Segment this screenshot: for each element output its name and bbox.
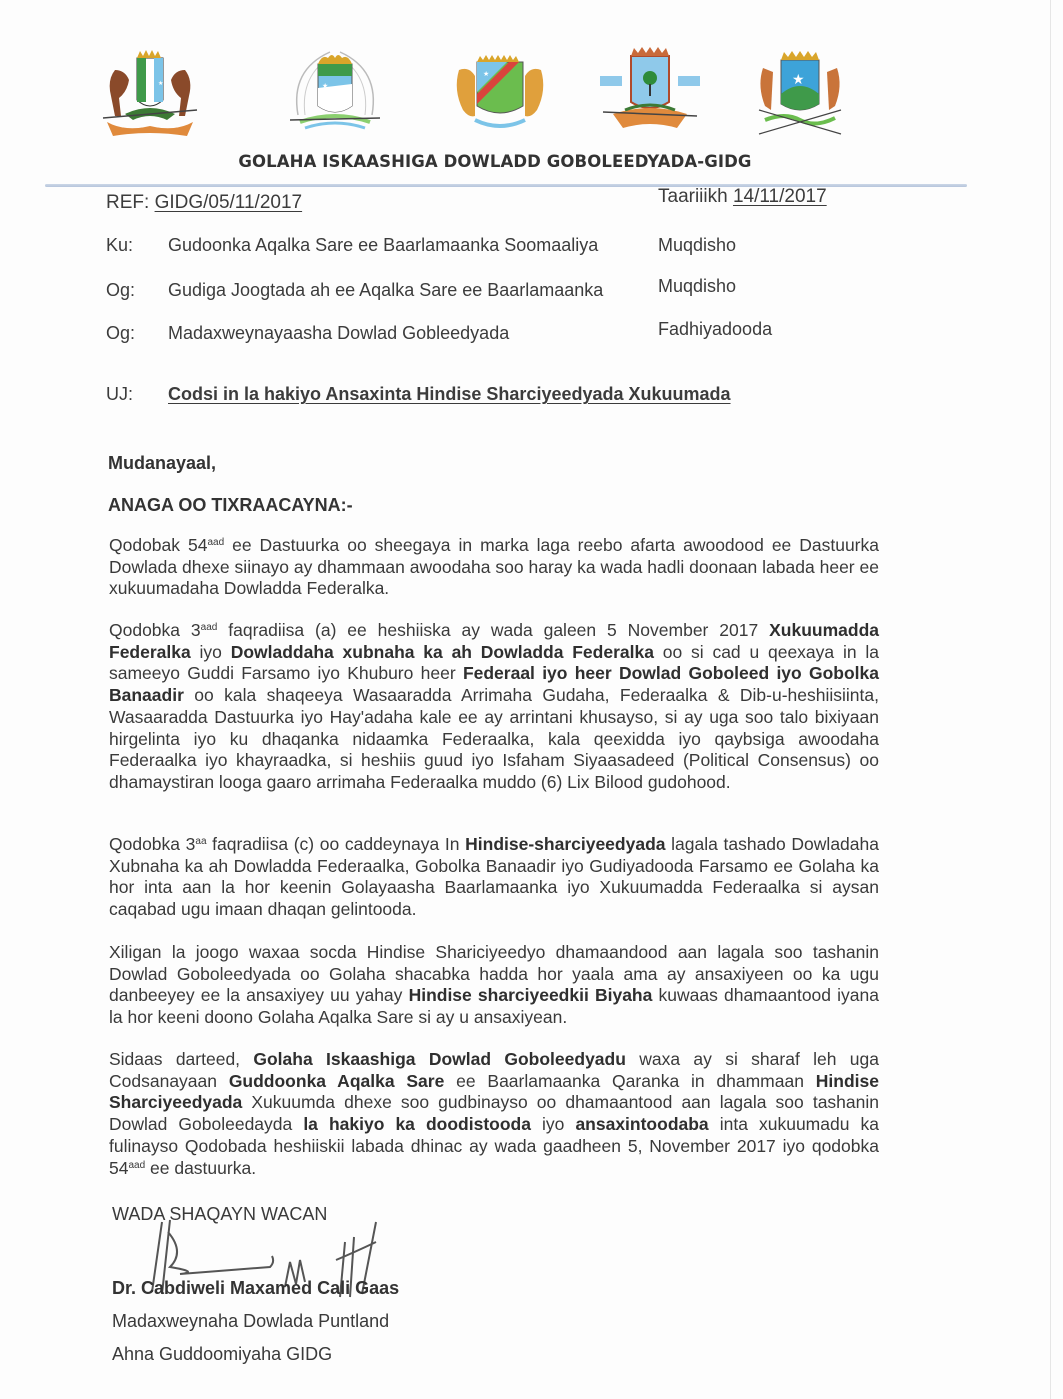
reference-label: REF: xyxy=(106,192,155,213)
letter-date xyxy=(658,186,827,208)
signatory-name: Dr. Cabdiweli Maxamed Cali Gaas xyxy=(112,1278,400,1298)
paragraph-text: Xiligan la joogo waxaa socda Hindise Shariciyeedyo dhamaandood aan lagala soo tashanin Dowlad Goboleedyada oo Golaha shacabka hadda hor yaala ama ay ansaxiyeen oo ka ugu danbeeyey ee la ansaxiyey uu yahay xyxy=(109,942,879,1006)
body-paragraph xyxy=(109,535,879,600)
paragraph-text: iyo xyxy=(190,641,231,662)
paragraph-text: Qodobka 3 xyxy=(109,834,196,854)
ordinal-superscript: aa xyxy=(195,836,207,847)
recipient-location: Muqdisho xyxy=(658,276,737,296)
paragraph-text: oo kala shaqeeya Wasaaradda Arrimaha Gudaha, Federaalka & Dib-u-heshiisiinta, Wasaaradda Dastuurka iyo Hay'adaha kale ee ay arrintani khusayso, si ay uga soo talo bixiyaan hirgelinta iyo ku dhaqanka nidaamka Federaalka, kala qeexidda iyo qaybsiga awoodaha Federaalka iyo khayraadka, si heshiis guud iyo Isfaham Siyaasadeed (Political Consensus) oo dhamaystiran looga gaaro arrimaha Federaalka muddo (6) Lix Bilood gudohood. xyxy=(109,685,879,792)
emphasized-text: Hindise-sharciyeedyada xyxy=(465,834,666,854)
organization-title: GOLAHA ISKAASHIGA DOWLADD GOBOLEEDYADA-GIDG xyxy=(238,152,752,171)
paragraph-text: Qodobka 3 xyxy=(109,620,201,640)
letterhead-emblems xyxy=(95,40,875,140)
emphasized-text: Xukuumadda Federalka xyxy=(109,620,879,662)
date-value: 14/11/2017 xyxy=(732,186,827,207)
paragraph-text: Qodobak 54 xyxy=(109,535,208,555)
paragraph-text: Sidaas darteed, xyxy=(109,1049,254,1069)
paragraph-text: ee Baarlamaanka Qaranka in dhammaan xyxy=(444,1070,816,1091)
hirshabelle-emblem-icon xyxy=(745,40,855,140)
paragraph-text: waxa ay si sharaf leh uga Codsanayaan xyxy=(109,1049,880,1091)
reference-number xyxy=(106,192,302,214)
ordinal-superscript: aad xyxy=(200,622,218,633)
recipient-name: Gudoonka Aqalka Sare ee Baarlamaanka Soomaaliya xyxy=(168,235,599,255)
emphasized-text: Dowladdaha xubnaha ka ah Dowladda Federalka xyxy=(230,641,654,662)
paragraph-text: faqradiisa (c) oo caddeynaya In xyxy=(206,834,466,854)
body-paragraph xyxy=(109,1049,879,1179)
closing-line: WADA SHAQAYN WACAN xyxy=(112,1204,328,1224)
paragraph-text: faqradiisa (a) ee heshiiska ay wada galeen 5 November 2017 xyxy=(217,620,770,640)
paragraph-text: lagala tashado Dowladaha Xubnaha ka ah Dowladda Federaalka, Gobolka Banaadir iyo Gudiyadooda Farsamo ee Golaha ka hor inta aan la hor keenin Golayaasha Baarlamaanka iyo Xukuumadda Federaalka si aysan caqabad ugu imaan dhaqan gelintooda. xyxy=(109,834,879,920)
recipient-label: Og: xyxy=(106,323,136,343)
paragraph-text: ee Dastuurka oo sheegaya in marka laga reebo afarta awoodood ee Dastuurka Dowlada dhexe siinayo ay dhammaan awoodaha soo haray ka wada hadli doonaan labada heer ee xukuumadaha Dowladda Federalka. xyxy=(109,535,879,599)
emphasized-text: Guddoonka Aqalka Sare xyxy=(228,1070,445,1091)
paragraph-text: oo si cad u qeexaya in la sameeyo Guddi Farsamo iyo Khuburo heer xyxy=(109,641,879,684)
puntland-emblem-icon xyxy=(95,40,205,140)
intro-heading: ANAGA OO TIXRAACAYNA:- xyxy=(108,495,353,515)
recipient-name: Madaxweynayaasha Dowlad Gobleedyada xyxy=(168,323,510,343)
emphasized-text: la hakiyo ka doodistooda xyxy=(303,1114,531,1135)
svg-text:★: ★ xyxy=(483,71,490,78)
recipient-label: Og: xyxy=(106,280,136,300)
recipient-location: Muqdisho xyxy=(658,235,737,255)
recipient-name: Gudiga Joogtada ah ee Aqalka Sare ee Baarlamaanka xyxy=(168,280,604,300)
recipient-label: Ku: xyxy=(106,235,134,255)
signatory-role: Ahna Guddoomiyaha GIDG xyxy=(112,1344,333,1364)
scan-edge-line xyxy=(1050,0,1051,1399)
ordinal-superscript: aad xyxy=(207,537,225,548)
emphasized-text: Hindise sharciyeedkii Biyaha xyxy=(408,985,653,1006)
paragraph-text: iyo xyxy=(530,1114,576,1135)
emphasized-text: Golaha Iskaashiga Dowlad Goboleedyadu xyxy=(253,1049,626,1069)
paragraph-text: ee dastuurka. xyxy=(145,1157,257,1178)
svg-text:★: ★ xyxy=(792,71,805,87)
jubaland-emblem-icon xyxy=(280,40,390,140)
emphasized-text: Federaal iyo heer Dowlad Goboleed iyo Gobolka Banaadir xyxy=(109,663,880,706)
salutation: Mudanayaal, xyxy=(108,453,217,473)
paragraph-text: inta xukuumadu ka fulinayso Qodobada heshiiskii labada dhinac ay wada gaadheen 5, November 2017 iyo qodobka 54 xyxy=(109,1114,879,1178)
south-west-emblem-icon xyxy=(445,40,555,140)
header-rule xyxy=(45,184,967,187)
svg-text:★: ★ xyxy=(158,81,164,87)
date-label: Taariiikh xyxy=(658,186,733,207)
ordinal-superscript: aad xyxy=(128,1159,146,1171)
signatory-title: Madaxweynaha Dowlada Puntland xyxy=(112,1311,390,1331)
paragraph-text: kuwaas dhamaantood iyana la hor keeni doono Golaha Aqalka Sare si ay u ansaxiyean. xyxy=(109,985,879,1028)
body-paragraph xyxy=(109,834,879,921)
emphasized-text: ansaxintoodaba xyxy=(575,1114,709,1135)
body-paragraph xyxy=(109,620,879,794)
reference-value: GIDG/05/11/2017 xyxy=(154,192,303,213)
svg-text:★: ★ xyxy=(322,83,329,90)
emphasized-text: Hindise Sharciyeedyada xyxy=(109,1070,879,1113)
body-paragraph xyxy=(109,942,879,1029)
galmudug-emblem-icon xyxy=(595,40,705,140)
subject-label: UJ: xyxy=(106,384,133,404)
recipient-location: Fadhiyadooda xyxy=(658,319,773,339)
paragraph-text: Xukuumda dhexe soo gudbinayso oo dhamaantood aan lagala soo tashanin Dowlad Goboleedayda xyxy=(109,1092,879,1135)
subject-text: Codsi in la hakiyo Ansaxinta Hindise Sharciyeedyada Xukuumada xyxy=(168,384,731,404)
